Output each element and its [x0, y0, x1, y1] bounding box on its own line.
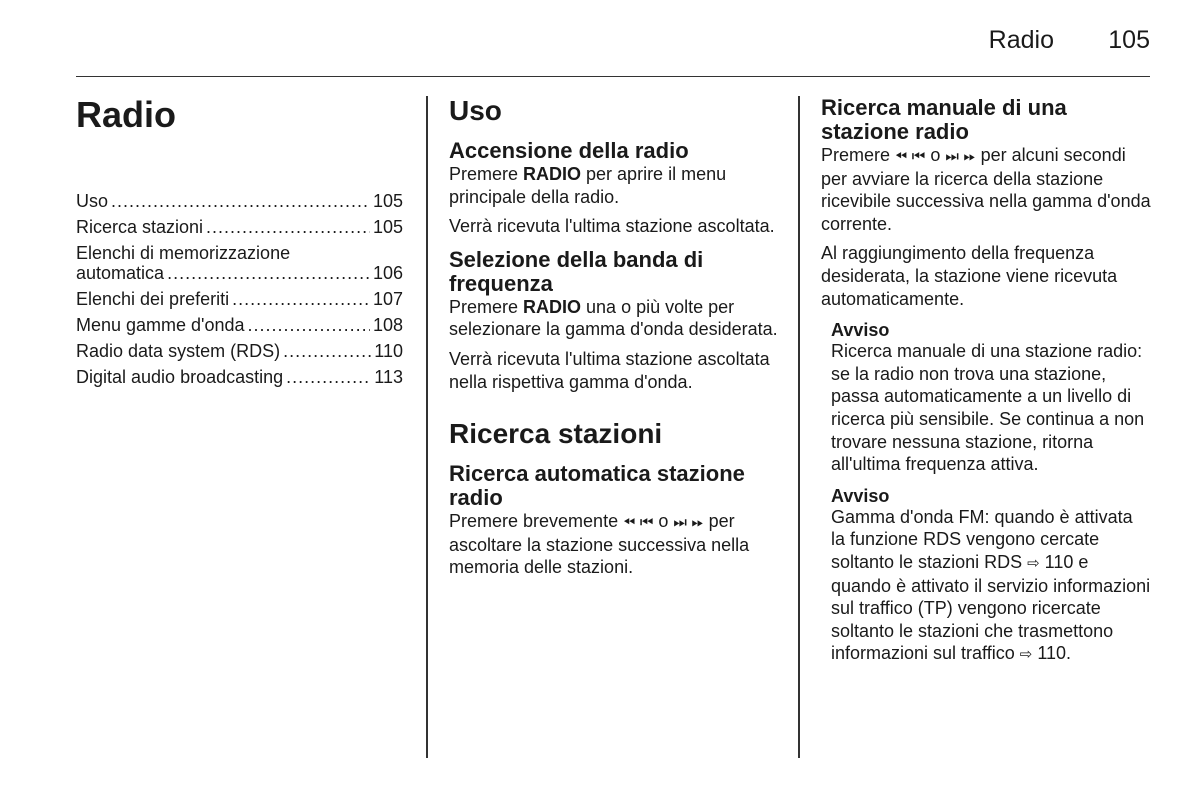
paragraph: Premere brevemente ⏪︎ ⏮︎ o ⏭︎ ⏩︎ per ascoltare la stazione successiva nella memoria delle stazioni. — [449, 511, 750, 578]
section-title-ricerca: Ricerca stazioni — [449, 418, 663, 450]
toc-label: Digital audio broadcasting — [76, 367, 284, 387]
paragraph: Verrà ricevuta l'ultima stazione ascoltata. — [449, 216, 775, 237]
seek-back-icon: ⏪︎ ⏮︎ — [895, 147, 926, 165]
page-ref-arrow-icon: ⇨ — [1019, 645, 1033, 664]
page-number: 105 — [1108, 26, 1150, 54]
toc-entry[interactable] — [76, 191, 403, 211]
toc-label-line1: Elenchi di memorizzazione — [76, 243, 291, 263]
toc-label: automatica — [76, 263, 165, 283]
toc-entry[interactable] — [76, 315, 403, 335]
toc-entry[interactable] — [76, 289, 403, 309]
content-column-2 — [449, 96, 779, 586]
seek-back-icon: ⏪︎ ⏮︎ — [623, 513, 654, 532]
toc-label: Uso — [76, 191, 109, 211]
toc-leader — [206, 217, 370, 237]
toc-entry[interactable] — [76, 341, 403, 361]
page-reference-link[interactable]: ⇨ 110 — [1027, 551, 1074, 572]
paragraph: Premere RADIO una o più volte per selezionare la gamma d'onda desiderata. — [449, 296, 778, 340]
column-divider — [798, 96, 800, 758]
seek-forward-icon: ⏭︎ ⏩︎ — [945, 147, 976, 165]
column-divider — [426, 96, 428, 758]
paragraph: Verrà ricevuta l'ultima stazione ascoltata nella rispettiva gamma d'onda. — [449, 348, 770, 392]
toc-page: 107 — [372, 289, 403, 309]
heading-ricerca-automatica: Ricerca automatica stazione radio — [449, 461, 745, 511]
toc-page: 108 — [372, 315, 403, 335]
notice-title: Avviso — [831, 485, 890, 506]
page-header — [76, 24, 1150, 77]
heading-ricerca-manuale: Ricerca manuale di una stazione radio — [821, 95, 1067, 144]
toc-page: 105 — [372, 191, 403, 211]
toc-column — [76, 96, 403, 393]
radio-key-label: RADIO — [523, 164, 582, 184]
toc-entry[interactable] — [76, 367, 403, 387]
heading-accensione: Accensione della radio — [449, 138, 689, 163]
paragraph: Premere RADIO per aprire il menu principale della radio. — [449, 164, 727, 207]
header-title: Radio — [988, 26, 1054, 54]
toc-leader — [111, 191, 370, 211]
toc-leader — [167, 263, 370, 283]
notice-text: Ricerca manuale di una stazione radio: se la radio non trova una stazione, passa automaticamente a un livello di ricerca più sensibile. Se continua a non trovare nessuna stazione, ritorna all'ultima frequenza attiva. — [831, 341, 1145, 475]
heading-selezione: Selezione della banda di frequenza — [449, 246, 704, 296]
toc-page: 106 — [372, 263, 403, 283]
toc-leader — [283, 341, 371, 361]
seek-forward-icon: ⏭︎ ⏩︎ — [673, 513, 704, 532]
toc-page: 105 — [372, 217, 403, 237]
page-ref-arrow-icon: ⇨ — [1027, 553, 1040, 572]
paragraph: Al raggiungimento della frequenza desiderata, la stazione viene ricevuta automaticamente. — [821, 243, 1118, 309]
notice-box — [831, 486, 1151, 666]
table-of-contents — [76, 191, 403, 387]
toc-entry[interactable] — [76, 217, 403, 237]
toc-leader — [232, 289, 370, 309]
toc-label: Radio data system (RDS) — [76, 341, 281, 361]
page-reference-link[interactable]: ⇨ 110 — [1019, 643, 1067, 664]
toc-page: 110 — [374, 341, 403, 361]
toc-label: Elenchi dei preferiti — [76, 289, 230, 309]
toc-leader — [248, 315, 370, 335]
toc-leader — [286, 367, 371, 387]
notice-title: Avviso — [831, 320, 890, 341]
toc-entry[interactable] — [76, 243, 403, 283]
notice-text: Gamma d'onda FM: quando è attivata la funzione RDS vengono cercate soltanto le stazioni RDS ⇨ 110 e quando è attivato il servizio informazioni sul traffico (TP) vengono ricercate soltanto le stazioni che trasmettono informazioni sul traffico ⇨ 110. — [831, 506, 1151, 664]
content-column-3 — [821, 96, 1151, 672]
chapter-title: Radio — [76, 94, 177, 135]
radio-key-label: RADIO — [523, 296, 582, 317]
section-title-uso: Uso — [449, 95, 502, 126]
notice-box — [831, 320, 1151, 476]
toc-label: Ricerca stazioni — [76, 217, 204, 237]
toc-page: 113 — [374, 367, 403, 387]
toc-label: Menu gamme d'onda — [76, 315, 245, 335]
paragraph: Premere ⏪︎ ⏮︎ o ⏭︎ ⏩︎ per alcuni secondi per avviare la ricerca della stazione ricevibile successiva nella gamma d'onda corrente. — [821, 145, 1151, 234]
